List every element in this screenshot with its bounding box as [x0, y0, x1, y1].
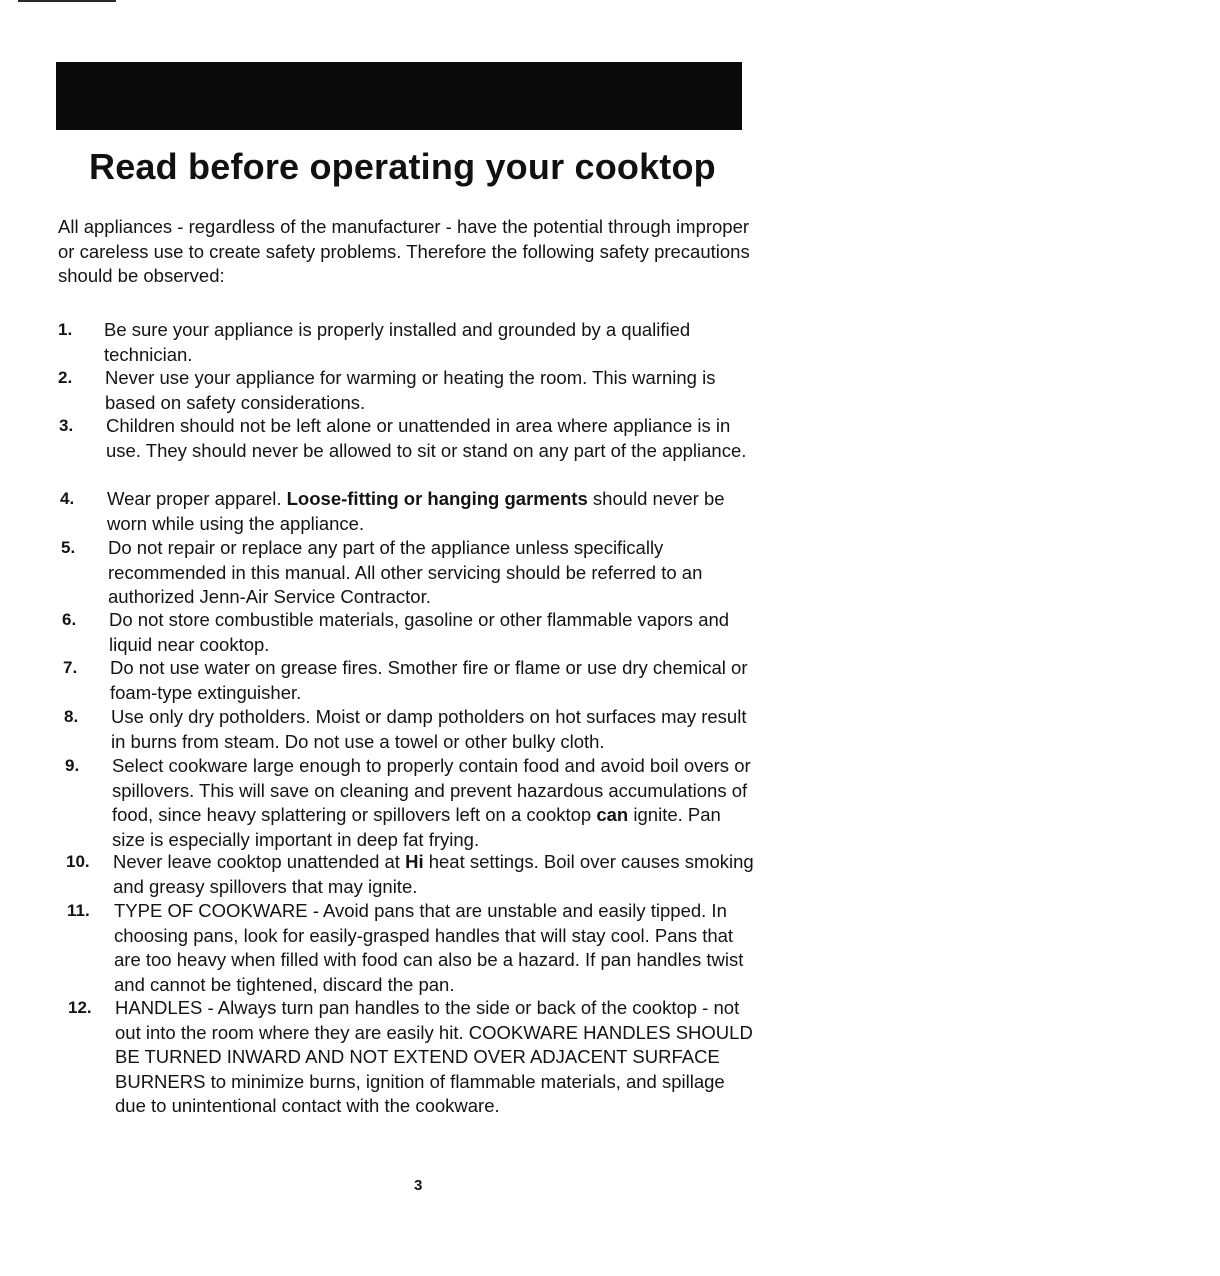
- text-segment: Children should not be left alone or unattended in area where appliance is in use. They should never be allowed to sit or stand on any part of the appliance.: [106, 415, 747, 461]
- text-segment: Use only dry potholders. Moist or damp potholders on hot surfaces may result in burns from steam. Do not use a towel or other bulky cloth.: [111, 706, 747, 752]
- emphasis-text: Loose-fitting or hanging garments: [286, 488, 588, 509]
- list-item-text: [111, 705, 753, 754]
- list-item-text: [113, 850, 755, 899]
- text-segment: Select cookware large enough to properly contain food and avoid boil overs or spillovers. This will save on cleaning and prevent hazardous accumulations of food, since heavy splattering or spillovers left on a cooktop: [112, 755, 751, 825]
- page-number: 3: [414, 1177, 423, 1194]
- list-item-number: 2.: [58, 368, 73, 387]
- list-item-text: [104, 318, 746, 367]
- list-item-number: 1.: [58, 320, 73, 339]
- text-segment: Never leave cooktop unattended at: [113, 851, 406, 872]
- text-segment: ignite. Pan size is especially important in deep fat frying.: [112, 804, 721, 850]
- list-item-text: [109, 608, 751, 657]
- list-item-text: [106, 414, 748, 463]
- list-item-number: 8.: [64, 707, 79, 726]
- list-item-text: [112, 754, 754, 852]
- list-item-number: 11.: [67, 901, 90, 920]
- list-item-text: [110, 656, 752, 705]
- list-item-number: 12.: [68, 998, 92, 1017]
- list-item-number: 4.: [60, 489, 75, 508]
- list-item-number: 9.: [65, 756, 80, 775]
- text-segment: should never be worn while using the appliance.: [107, 488, 725, 534]
- intro-paragraph: All appliances - regardless of the manufacturer - have the potential through improper or careless use to create safety problems. Therefore the following safety precautions should be observed:: [58, 216, 750, 286]
- page-title: Read before operating your cooktop: [89, 146, 716, 187]
- emphasis-text: Hi: [405, 851, 424, 872]
- list-item-text: [115, 996, 757, 1119]
- text-segment: TYPE OF COOKWARE - Avoid pans that are unstable and easily tipped. In choosing pans, look for easily-grasped handles that will stay cool. Pans that are too heavy when filled with food can also be a hazard. If pan handles twist and cannot be tightened, discard the pan.: [114, 900, 744, 995]
- list-item-number: 7.: [63, 658, 78, 677]
- text-segment: Never use your appliance for warming or heating the room. This warning is based on safety considerations.: [105, 367, 716, 413]
- text-segment: heat settings. Boil over causes smoking and greasy spillovers that may ignite.: [113, 851, 754, 897]
- text-segment: Do not repair or replace any part of the appliance unless specifically recommended in this manual. All other servicing should be referred to an authorized Jenn-Air Service Contractor.: [108, 537, 703, 607]
- emphasis-text: can: [596, 804, 629, 825]
- text-segment: Wear proper apparel.: [107, 488, 287, 509]
- list-item-text: [107, 487, 749, 536]
- list-item-number: 6.: [62, 610, 77, 629]
- list-item-number: 10.: [66, 852, 90, 871]
- text-segment: HANDLES - Always turn pan handles to the side or back of the cooktop - not out into the room where they are easily hit. COOKWARE HANDLES SHOULD BE TURNED INWARD AND NOT EXTEND OVER ADJACENT SURFACE BURNERS to minimize burns, ignition of flammable materials, and spillage due to unintentional contact with the cookware.: [115, 997, 753, 1116]
- list-item-text: [114, 899, 756, 997]
- list-item-text: [108, 536, 750, 610]
- list-item-text: [105, 366, 747, 415]
- list-item-number: 3.: [59, 416, 74, 435]
- list-item-number: 5.: [61, 538, 76, 557]
- text-segment: Be sure your appliance is properly installed and grounded by a qualified technician.: [104, 319, 691, 365]
- text-segment: Do not use water on grease fires. Smother fire or flame or use dry chemical or foam-type extinguisher.: [110, 657, 748, 703]
- text-segment: Do not store combustible materials, gasoline or other flammable vapors and liquid near cooktop.: [109, 609, 730, 655]
